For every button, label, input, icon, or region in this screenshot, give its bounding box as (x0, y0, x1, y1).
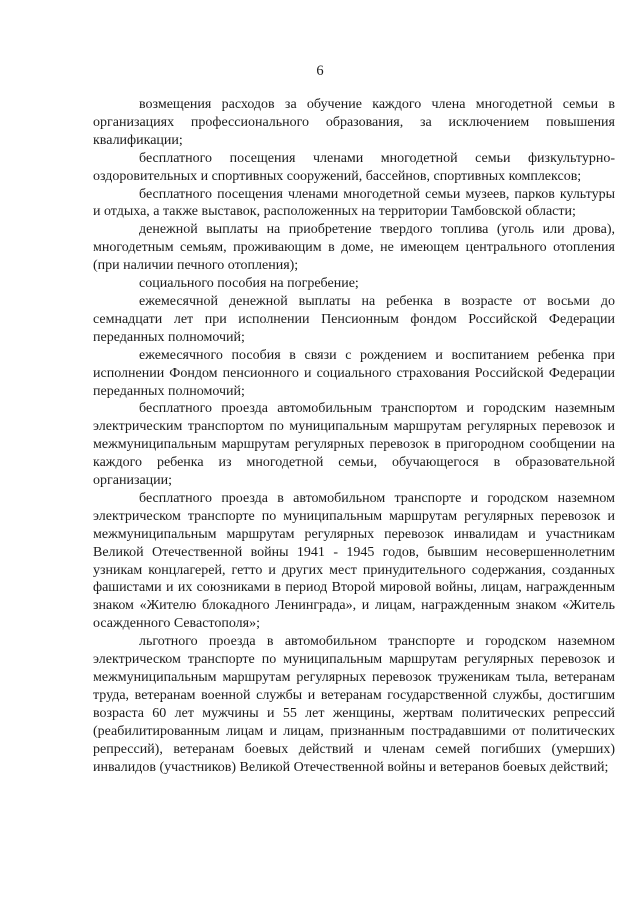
page-number: 6 (316, 63, 324, 79)
paragraph-solid-fuel: денежной выплаты на приобретение твердого топлива (уголь или дрова), многодетным семьям, проживающим в доме, не имеющем центрального отопления (при наличии печного отопления); (93, 222, 615, 274)
paragraph-education-expenses: возмещения расходов за обучение каждого члена многодетной семьи в организациях профессионального образования, за исключением повышения квалификации; (93, 97, 615, 148)
paragraph-discount-travel: льготного проезда в автомобильном транспорте и городском наземном электрическом транспорте по муниципальным маршрутам регулярных перевозок и межмуниципальным маршрутам регулярных перевозок труженикам тыла, ветеранам труда, ветеранам военной службы и ветеранам государственной службы, достигшим возраста 60 лет мужчины и 55 лет женщины, жертвам политических репрессий (реабилитированным лицам и лицам, признанным пострадавшими от политических репрессий), ветеранам боевых действий и членам семей погибших (умерших) инвалидов (участников) Великой Отечественной войны и ветеранов боевых действий; (93, 634, 615, 775)
paragraph-monthly-allowance-birth: ежемесячного пособия в связи с рождением и воспитанием ребенка при исполнении Фондом пенсионного и социального страхования Российской Федерации переданных полномочий; (93, 347, 615, 399)
paragraph-free-travel-children: бесплатного проезда автомобильным транспортом и городским наземным электрическим транспортом по муниципальным маршрутам регулярных перевозок и межмуниципальным маршрутам регулярных перевозок в пригородном сообщении на каждого ребенка из многодетной семьи, обучающегося в образовательной организации; (93, 401, 615, 489)
paragraph-museums-parks: бесплатного посещения членами многодетной семьи музеев, парков культуры и отдыха, а также выставок, расположенных на территории Тамбовской области; (93, 186, 615, 220)
paragraph-funeral-allowance: социального пособия на погребение; (139, 276, 359, 292)
document-body (93, 96, 615, 776)
paragraph-free-travel-veterans: бесплатного проезда в автомобильном транспорте и городском наземном электрическом транспорте по муниципальным маршрутам регулярных перевозок и межмуниципальным маршрутам регулярных перевозок инвалидам и участникам Великой Отечественной войны 1941 - 1945 годов, бывшим несовершеннолетним узникам концлагерей, гетто и других мест принудительного содержания, созданных фашистами и их союзниками в период Второй мировой войны, лицам, награжденным знаком «Жителю блокадного Ленинграда», и лицам, награжденным знаком «Житель осажденного Севастополя»; (93, 490, 615, 632)
paragraph-sports-facilities: бесплатного посещения членами многодетной семьи физкультурно-оздоровительных и спортивных сооружений, бассейнов, спортивных комплексов; (93, 150, 615, 184)
paragraph-monthly-payment-child: ежемесячной денежной выплаты на ребенка в возрасте от восьми до семнадцати лет при исполнении Пенсионным фондом Российской Федерации переданных полномочий; (93, 293, 615, 345)
